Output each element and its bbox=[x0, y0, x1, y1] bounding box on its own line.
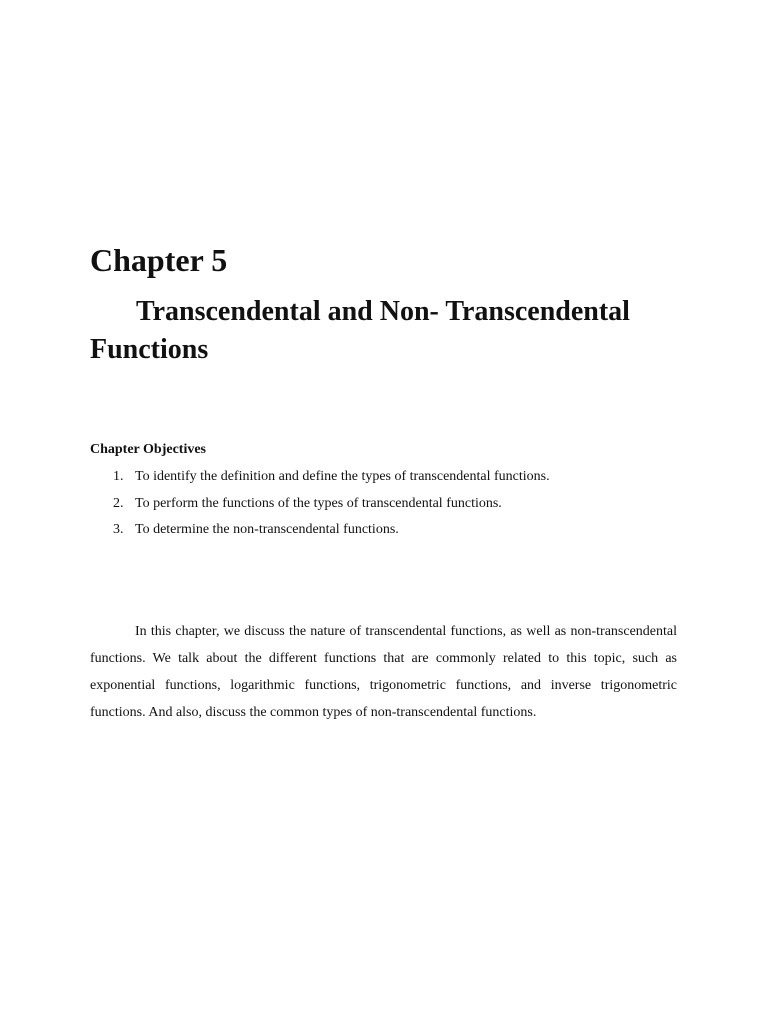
objective-number: 2. bbox=[113, 495, 124, 511]
objective-item bbox=[90, 464, 690, 491]
chapter-title-text: Transcendental and Non- Transcendental Functions bbox=[90, 296, 630, 365]
chapter-title bbox=[90, 293, 690, 369]
chapter-number: Chapter 5 bbox=[90, 242, 228, 278]
objective-number: 1. bbox=[113, 469, 124, 484]
objective-number: 3. bbox=[113, 522, 124, 537]
objective-text: To identify the definition and define the types of transcendental functions. bbox=[135, 469, 550, 484]
objective-item bbox=[90, 491, 690, 518]
objective-text: To determine the non-transcendental functions. bbox=[135, 522, 399, 537]
intro-paragraph: In this chapter, we discuss the nature of transcendental functions, as well as non-transcendental functions. We talk about the different functions that are commonly related to this topic, such as exponential functions, logarithmic functions, trigonometric functions, and inverse trigonometric functions. And also, discuss the common types of non-transcendental functions. bbox=[90, 624, 677, 720]
objectives-list bbox=[90, 464, 690, 544]
objective-text: To perform the functions of the types of transcendental functions. bbox=[135, 495, 502, 511]
chapter-objectives-section bbox=[90, 440, 690, 544]
objectives-heading: Chapter Objectives bbox=[90, 442, 206, 457]
objective-item bbox=[90, 517, 690, 544]
